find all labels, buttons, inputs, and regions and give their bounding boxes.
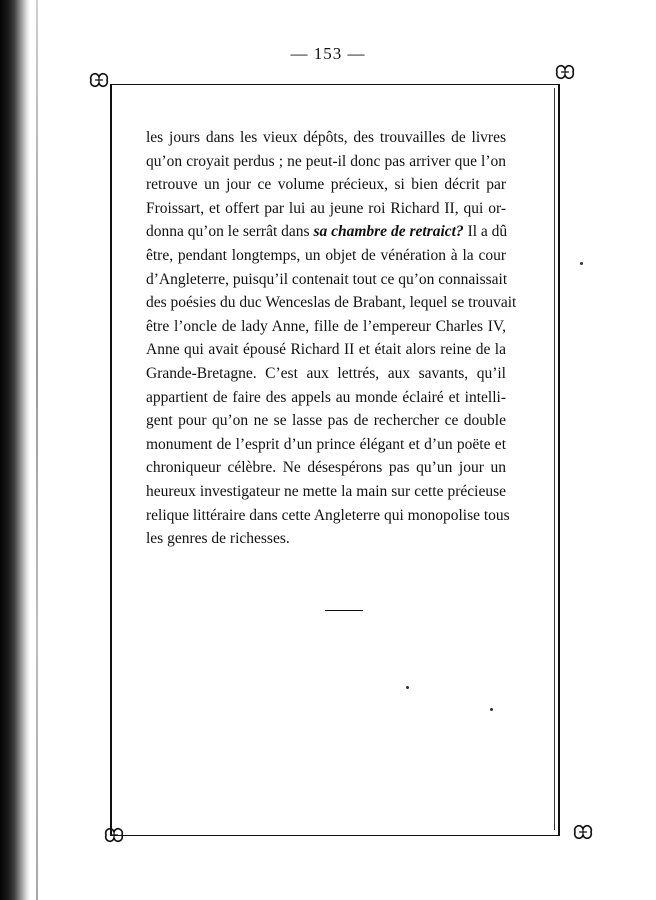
italic-title: sa chambre de retraict? <box>313 223 464 241</box>
body-paragraph <box>146 126 517 551</box>
text-line: Froissart, et offert par lui au jeune roi Richard II, qui or- <box>146 199 506 217</box>
corner-ornament-top-right-icon <box>553 60 577 84</box>
corner-ornament-top-left-icon <box>87 68 111 92</box>
binding-shadow <box>0 0 30 900</box>
text-line: retrouve un jour ce volume précieux, si bien décrit par <box>146 176 506 194</box>
text-line-with-italic <box>146 220 506 244</box>
text-line: être l’oncle de lady Anne, fille de l’empereur Charles IV, <box>146 317 506 335</box>
scan-speck <box>406 686 409 689</box>
section-end-rule <box>325 610 363 611</box>
scan-speck <box>490 708 493 711</box>
text-line: des poésies du duc Wenceslas de Brabant, lequel se trouvait <box>146 294 517 312</box>
text-line: relique littéraire dans cette Angleterre qui monopolise tous <box>146 506 510 524</box>
text-line: monument de l’esprit d’un prince élégant et d’un poëte et <box>146 435 506 453</box>
text-segment: donna qu’on le serrât dans <box>146 223 314 241</box>
text-segment: Il a dû <box>463 223 508 241</box>
corner-ornament-bottom-left-icon <box>102 823 126 847</box>
corner-ornament-bottom-right-icon <box>571 820 595 844</box>
binding-edge-line <box>36 0 38 900</box>
text-line: Grande-Bretagne. C’est aux lettrés, aux savants, qu’il <box>146 364 506 382</box>
text-line: d’Angleterre, puisqu’il contenait tout ce qu’on connaissait <box>146 270 508 288</box>
text-line: gent pour qu’on ne se lasse pas de rechercher ce double <box>146 412 506 430</box>
scan-speck <box>580 262 583 265</box>
text-line-last: les genres de richesses. <box>146 530 290 548</box>
text-line: être, pendant longtemps, un objet de vénération à la cour <box>146 246 506 264</box>
text-line: heureux investigateur ne mette la main sur cette précieuse <box>146 482 506 500</box>
page-number: — 153 — <box>290 44 366 63</box>
text-line: qu’on croyait perdus ; ne peut-il donc pas arriver que l’on <box>146 152 506 170</box>
text-line: appartient de faire des appels au monde éclairé et intelli- <box>146 388 506 406</box>
text-line: chroniqueur célèbre. Ne désespérons pas qu’un jour un <box>146 459 506 477</box>
text-line: les jours dans les vieux dépôts, des trouvailles de livres <box>146 129 506 146</box>
text-line: Anne qui avait épousé Richard II et était alors reine de la <box>146 341 506 359</box>
